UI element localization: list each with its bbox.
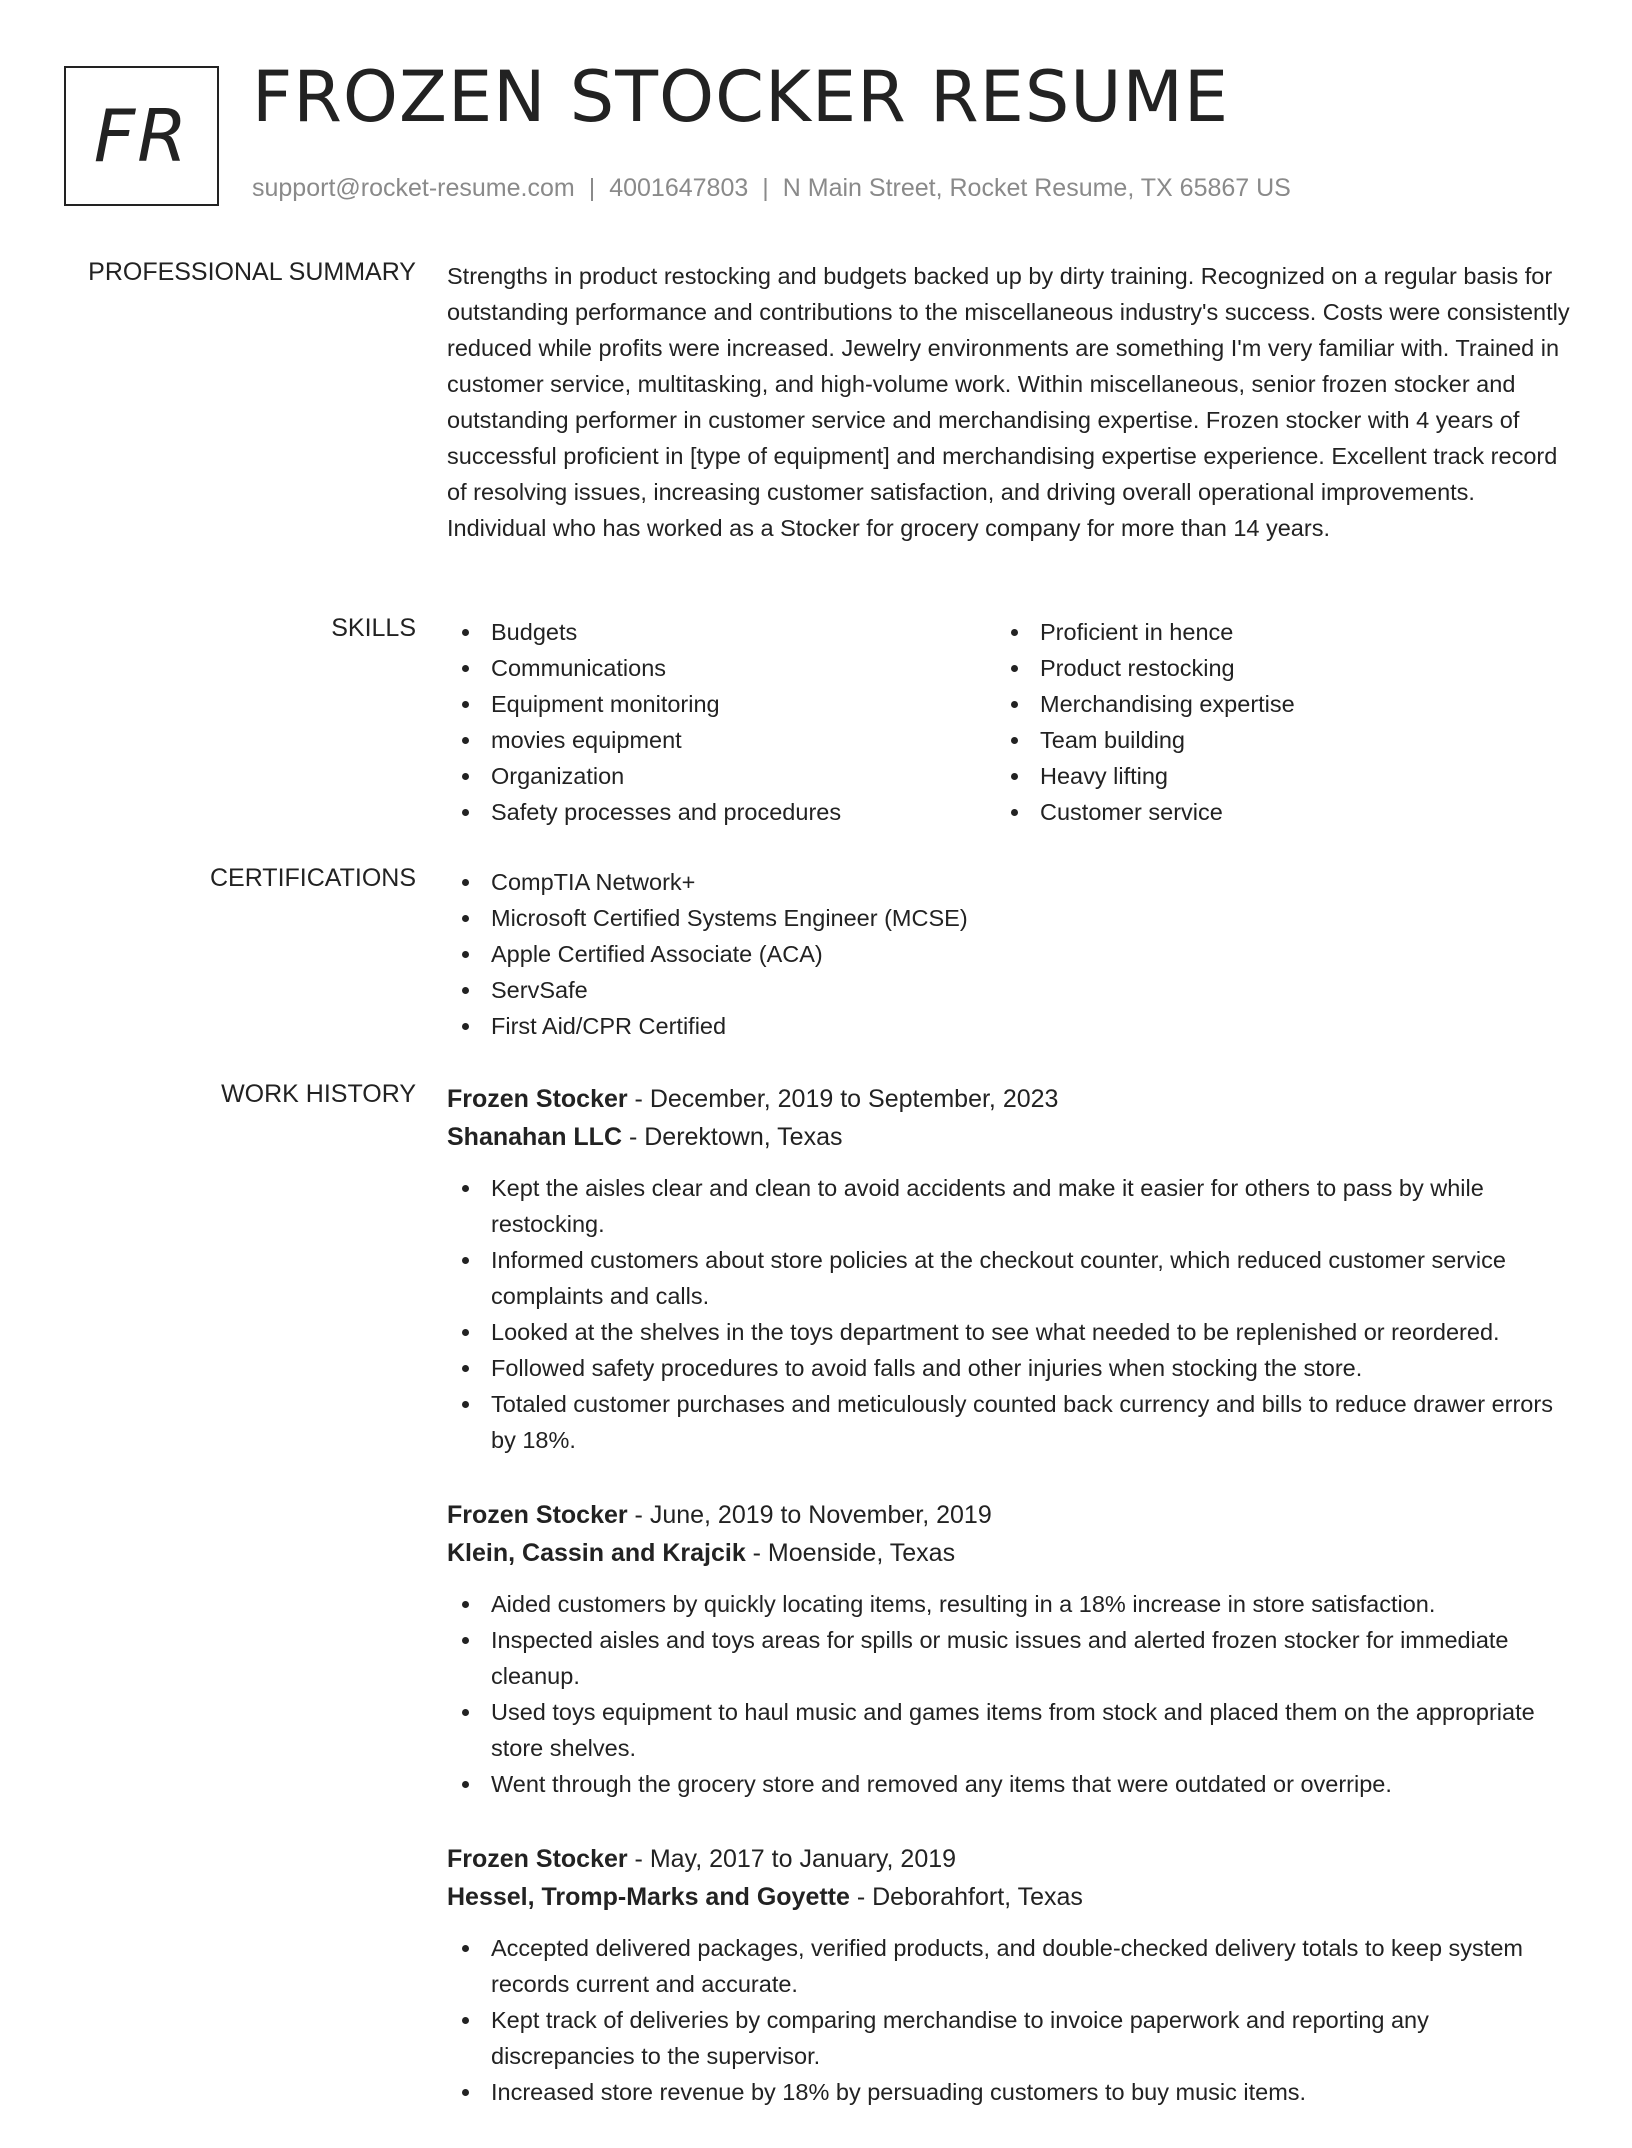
list-item: Team building — [996, 722, 1545, 758]
list-item: Merchandising expertise — [996, 686, 1545, 722]
list-item: ServSafe — [447, 972, 1571, 1008]
skills-list-right — [996, 614, 1545, 830]
job-bullets — [447, 1586, 1571, 1802]
section-title-work-history: WORK HISTORY — [221, 1080, 416, 1108]
job-company: Shanahan LLC — [447, 1123, 623, 1151]
section-title-summary: PROFESSIONAL SUMMARY — [88, 258, 416, 286]
list-item: movies equipment — [447, 722, 996, 758]
list-item: Budgets — [447, 614, 996, 650]
job-location: - Deborahfort, Texas — [849, 1883, 1083, 1911]
skills-grid — [447, 614, 1571, 830]
list-item: CompTIA Network+ — [447, 864, 1571, 900]
section-title-skills: SKILLS — [331, 614, 416, 642]
job-company-line — [447, 1118, 1571, 1156]
list-item: First Aid/CPR Certified — [447, 1008, 1571, 1044]
list-item: Kept track of deliveries by comparing merchandise to invoice paperwork and reporting any discrepancies to the supervisor. — [447, 2002, 1571, 2074]
list-item: Accepted delivered packages, verified products, and double-checked delivery totals to keep system records current and accurate. — [447, 1930, 1571, 2002]
contact-phone[interactable]: 4001647803 — [609, 174, 749, 202]
job-role-line — [447, 1840, 1571, 1878]
list-item: Microsoft Certified Systems Engineer (MCSE) — [447, 900, 1571, 936]
job-role-line — [447, 1080, 1571, 1118]
section-title-certifications: CERTIFICATIONS — [209, 864, 416, 892]
list-item: Aided customers by quickly locating items, resulting in a 18% increase in store satisfaction. — [447, 1586, 1571, 1622]
job-dates: - June, 2019 to November, 2019 — [627, 1501, 992, 1529]
monogram-badge — [64, 66, 219, 206]
list-item: Informed customers about store policies at the checkout counter, which reduced customer service complaints and calls. — [447, 1242, 1571, 1314]
job-bullets — [447, 1170, 1571, 1458]
job-role-line — [447, 1496, 1571, 1534]
list-item: Apple Certified Associate (ACA) — [447, 936, 1571, 972]
job-location: - Derektown, Texas — [622, 1123, 843, 1151]
list-item: Equipment monitoring — [447, 686, 996, 722]
contact-address: N Main Street, Rocket Resume, TX 65867 US — [782, 174, 1291, 202]
list-item: Used toys equipment to haul music and games items from stock and placed them on the appropriate store shelves. — [447, 1694, 1571, 1766]
job-entry — [447, 1496, 1571, 1802]
list-item: Went through the grocery store and removed any items that were outdated or overripe. — [447, 1766, 1571, 1802]
list-item: Organization — [447, 758, 996, 794]
contact-email[interactable]: support@rocket-resume.com — [252, 174, 575, 202]
list-item: Increased store revenue by 18% by persuading customers to buy music items. — [447, 2074, 1571, 2110]
job-dates: - December, 2019 to September, 2023 — [627, 1085, 1059, 1113]
list-item: Customer service — [996, 794, 1545, 830]
summary-body — [447, 258, 1571, 546]
job-company: Klein, Cassin and Krajcik — [447, 1539, 746, 1567]
skills-body — [447, 614, 1571, 830]
job-company: Hessel, Tromp-Marks and Goyette — [447, 1883, 850, 1911]
list-item: Inspected aisles and toys areas for spills or music issues and alerted frozen stocker for immediate cleanup. — [447, 1622, 1571, 1694]
monogram-initials: FR — [93, 94, 190, 178]
list-item: Safety processes and procedures — [447, 794, 996, 830]
list-item: Heavy lifting — [996, 758, 1545, 794]
job-dates: - May, 2017 to January, 2019 — [627, 1845, 957, 1873]
job-entry — [447, 1840, 1571, 2110]
job-location: - Moenside, Texas — [745, 1539, 956, 1567]
job-company-line — [447, 1534, 1571, 1572]
job-entry — [447, 1080, 1571, 1458]
certifications-list — [447, 864, 1571, 1044]
list-item: Looked at the shelves in the toys department to see what needed to be replenished or reordered. — [447, 1314, 1571, 1350]
work-history-body — [447, 1080, 1571, 2148]
contact-separator: | — [762, 174, 769, 202]
resume-title: FROZEN STOCKER RESUME — [252, 56, 1230, 138]
list-item: Product restocking — [996, 650, 1545, 686]
list-item: Totaled customer purchases and meticulously counted back currency and bills to reduce drawer errors by 18%. — [447, 1386, 1571, 1458]
certifications-body — [447, 864, 1571, 1044]
skills-list-left — [447, 614, 996, 830]
summary-text: Strengths in product restocking and budgets backed up by dirty training. Recognized on a regular basis for outstanding performance and contributions to the miscellaneous industry's success. Costs were consistently reduced while profits were increased. Jewelry environments are something I'm very familiar with. Trained in customer service, multitasking, and high-volume work. Within miscellaneous, senior frozen stocker and outstanding performer in customer service and merchandising expertise. Frozen stocker with 4 years of successful proficient in [type of equipment] and merchandising expertise experience. Excellent track record of resolving issues, increasing customer satisfaction, and driving overall operational improvements. Individual who has worked as a Stocker for grocery company for more than 14 years. — [447, 263, 1570, 541]
job-bullets — [447, 1930, 1571, 2110]
list-item: Kept the aisles clear and clean to avoid accidents and make it easier for others to pass by while restocking. — [447, 1170, 1571, 1242]
list-item: Proficient in hence — [996, 614, 1545, 650]
job-role: Frozen Stocker — [447, 1085, 628, 1113]
job-role: Frozen Stocker — [447, 1845, 628, 1873]
contact-line — [252, 174, 1291, 203]
job-company-line — [447, 1878, 1571, 1916]
contact-separator: | — [588, 174, 596, 202]
job-role: Frozen Stocker — [447, 1501, 628, 1529]
list-item: Communications — [447, 650, 996, 686]
list-item: Followed safety procedures to avoid falls and other injuries when stocking the store. — [447, 1350, 1571, 1386]
